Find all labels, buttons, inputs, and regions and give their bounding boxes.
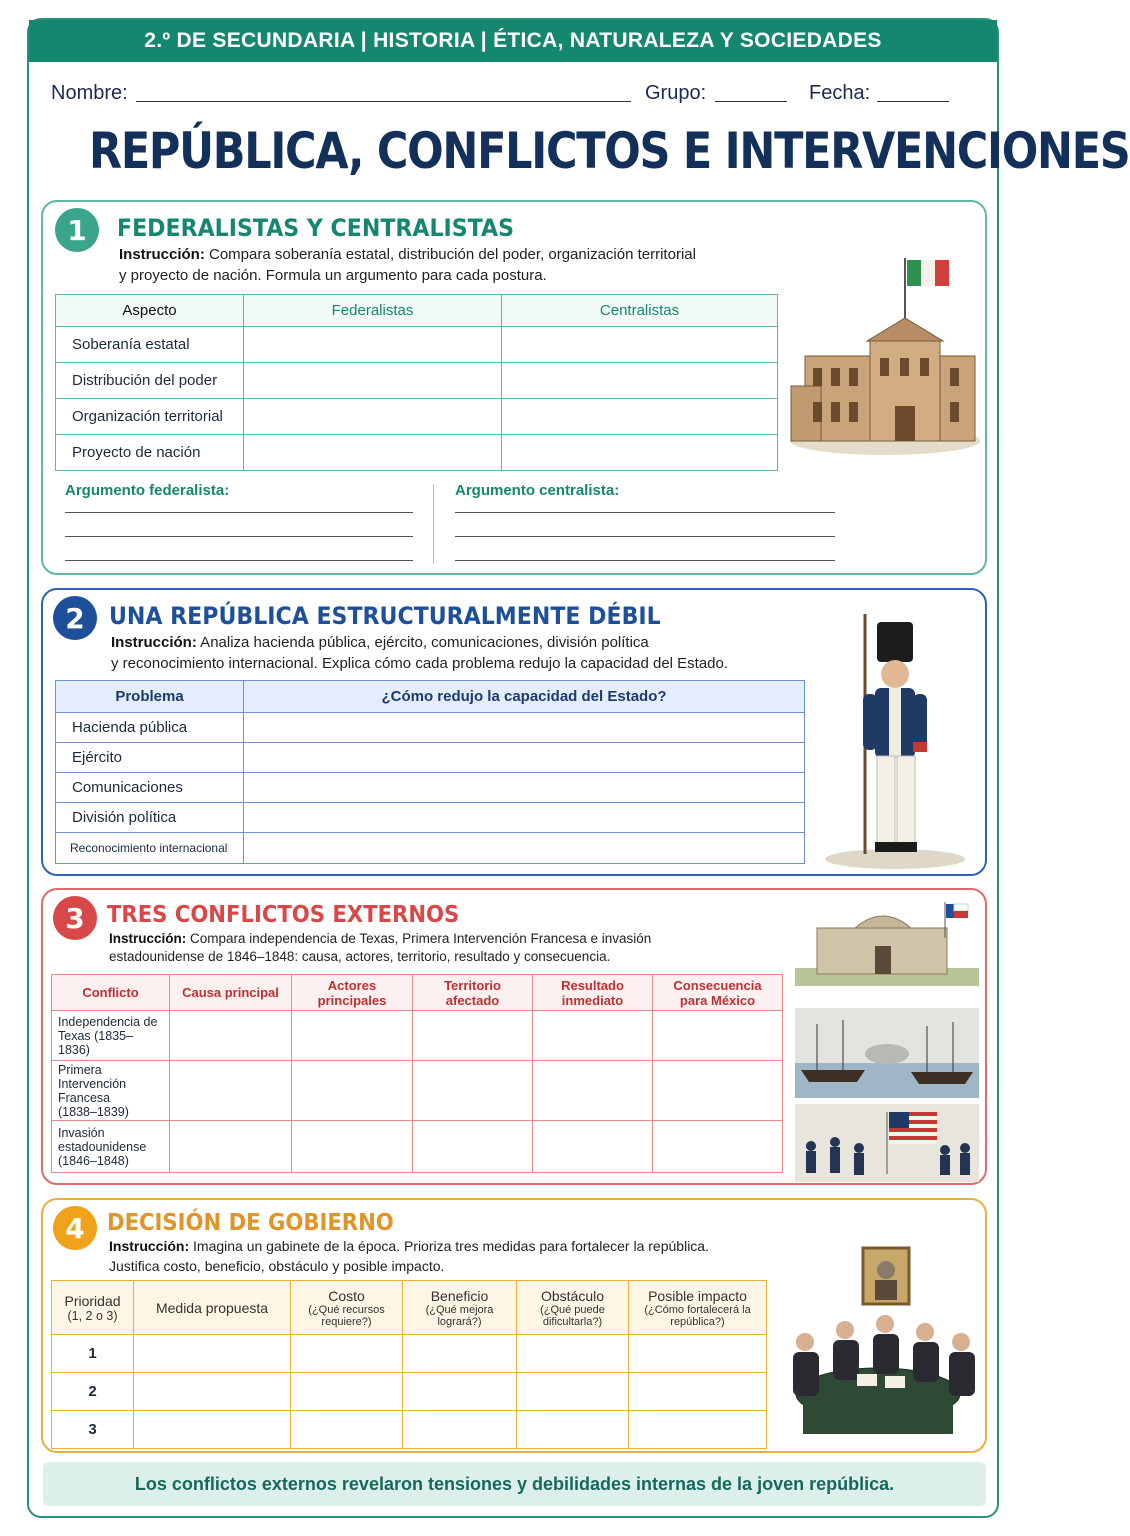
section-government-decision [41,1198,987,1453]
row-label: Proyecto de nación [56,435,244,471]
column-header: Federalistas [244,295,502,327]
answer-cell[interactable] [292,1121,413,1173]
government-palace-illustration [785,246,985,461]
answer-cell[interactable] [291,1335,403,1373]
section-weak-republic [41,588,987,876]
decisions-table [51,1280,767,1449]
column-header: Medida propuesta [134,1281,291,1335]
answer-cell[interactable] [244,327,502,363]
answer-line[interactable] [455,560,835,561]
section-external-conflicts [41,888,987,1185]
answer-cell[interactable] [244,399,502,435]
grade-subject-banner: 2.º DE SECUNDARIA | HISTORIA | ÉTICA, NATURALEZA Y SOCIEDADES [29,20,997,62]
closing-statement: Los conflictos externos revelaron tensiones y debilidades internas de la joven república. [43,1462,986,1506]
column-header: Territorio afectado [413,975,533,1011]
row-label: Hacienda pública [56,713,244,743]
instruction-text: Instrucción: Analiza hacienda pública, ejército, comunicaciones, división política y reconocimiento internacional. Explica cómo cada problema redujo la capacidad del Estado. [111,634,729,672]
instruction-text: Instrucción: Imagina un gabinete de la época. Prioriza tres medidas para fortalecer la república. Justifica costo, beneficio, obstáculo y posible impacto. [109,1238,709,1274]
answer-cell[interactable] [244,773,805,803]
priority-number: 3 [52,1411,134,1449]
answer-cell[interactable] [292,1061,413,1121]
answer-cell[interactable] [244,363,502,399]
column-header: Resultado inmediato [533,975,653,1011]
section-heading: FEDERALISTAS Y CENTRALISTAS [117,214,515,242]
comparison-table [55,294,778,471]
row-label: Primera Intervención Francesa (1838–1839) [52,1061,170,1121]
column-header: Consecuencia para México [653,975,783,1011]
instruction-text: Instrucción: Compara soberanía estatal, distribución del poder, organización territorial y proyecto de nación. Formula un argumento para cada postura. [119,246,696,284]
name-label: Nombre: [51,82,128,104]
section-heading: TRES CONFLICTOS EXTERNOS [107,902,460,928]
group-label: Grupo: [645,82,707,104]
answer-line[interactable] [65,536,413,537]
answer-cell[interactable] [244,435,502,471]
answer-cell[interactable] [170,1061,292,1121]
date-label: Fecha: [809,82,871,104]
answer-line[interactable] [65,512,413,513]
column-header: Actores principales [292,975,413,1011]
section-heading: DECISIÓN DE GOBIERNO [107,1210,394,1236]
centralist-argument-label: Argumento centralista: [455,482,620,499]
student-info-row [51,82,981,112]
answer-cell[interactable] [533,1121,653,1173]
answer-cell[interactable] [502,363,778,399]
row-label: Ejército [56,743,244,773]
answer-line[interactable] [455,512,835,513]
column-header: Centralistas [502,295,778,327]
answer-cell[interactable] [533,1061,653,1121]
answer-cell[interactable] [413,1061,533,1121]
ships-illustration [795,1008,979,1098]
answer-cell[interactable] [517,1335,629,1373]
alamo-illustration [795,898,979,986]
conflicts-table [51,974,783,1173]
priority-number: 2 [52,1373,134,1411]
answer-cell[interactable] [502,399,778,435]
answer-cell[interactable] [629,1373,767,1411]
row-label: Distribución del poder [56,363,244,399]
cabinet-meeting-illustration [775,1244,981,1449]
federalist-argument-label: Argumento federalista: [65,482,230,499]
answer-cell[interactable] [413,1121,533,1173]
column-header: Conflicto [52,975,170,1011]
divider [433,484,434,564]
group-field[interactable] [715,82,787,102]
name-field[interactable] [136,82,631,102]
section-number-badge: 3 [53,896,97,940]
answer-cell[interactable] [291,1373,403,1411]
section-number-badge: 4 [53,1206,97,1250]
troops-flag-illustration [795,1104,979,1182]
answer-cell[interactable] [517,1411,629,1449]
answer-cell[interactable] [134,1373,291,1411]
column-header: Prioridad (1, 2 o 3) [52,1281,134,1335]
answer-cell[interactable] [134,1411,291,1449]
answer-cell[interactable] [244,713,805,743]
answer-cell[interactable] [244,803,805,833]
problems-table [55,680,805,864]
row-label: Soberanía estatal [56,327,244,363]
answer-cell[interactable] [653,1061,783,1121]
answer-cell[interactable] [629,1411,767,1449]
answer-cell[interactable] [403,1411,517,1449]
row-label: División política [56,803,244,833]
answer-cell[interactable] [629,1335,767,1373]
answer-line[interactable] [455,536,835,537]
soldier-illustration [815,604,975,872]
row-label: Independencia de Texas (1835–1836) [52,1011,170,1061]
worksheet [27,18,1130,1518]
answer-cell[interactable] [403,1335,517,1373]
answer-cell[interactable] [292,1011,413,1061]
answer-cell[interactable] [291,1411,403,1449]
answer-cell[interactable] [413,1011,533,1061]
column-header: Beneficio (¿Qué mejora logrará?) [403,1281,517,1335]
row-label: Organización territorial [56,399,244,435]
answer-line[interactable] [65,560,413,561]
instruction-text: Instrucción: Compara independencia de Texas, Primera Intervención Francesa e invasión estadounidense de 1846–1848: causa, actores, territorio, resultado y consecuencia. [109,931,652,964]
answer-cell[interactable] [244,833,805,864]
section-federalists-centralists [41,200,987,575]
column-header: Causa principal [170,975,292,1011]
column-header: ¿Cómo redujo la capacidad del Estado? [244,681,805,713]
date-field[interactable] [877,82,949,102]
answer-cell[interactable] [517,1373,629,1411]
section-number-badge: 1 [55,208,99,252]
row-label: Reconocimiento internacional [56,833,244,864]
answer-cell[interactable] [170,1121,292,1173]
answer-cell[interactable] [502,435,778,471]
section-heading: UNA REPÚBLICA ESTRUCTURALMENTE DÉBIL [109,602,661,630]
priority-number: 1 [52,1335,134,1373]
answer-cell[interactable] [244,743,805,773]
answer-cell[interactable] [403,1373,517,1411]
answer-cell[interactable] [134,1335,291,1373]
section-number-badge: 2 [53,596,97,640]
answer-cell[interactable] [170,1011,292,1061]
column-header: Obstáculo (¿Qué puede dificultarla?) [517,1281,629,1335]
answer-cell[interactable] [653,1121,783,1173]
column-header: Posible impacto (¿Cómo fortalecerá la república?) [629,1281,767,1335]
answer-cell[interactable] [502,327,778,363]
row-label: Comunicaciones [56,773,244,803]
answer-cell[interactable] [533,1011,653,1061]
column-header: Problema [56,681,244,713]
answer-cell[interactable] [653,1011,783,1061]
column-header: Aspecto [56,295,244,327]
row-label: Invasión estadounidense (1846–1848) [52,1121,170,1173]
column-header: Costo (¿Qué recursos requiere?) [291,1281,403,1335]
page-title: REPÚBLICA, CONFLICTOS E INTERVENCIONES [89,122,1130,180]
